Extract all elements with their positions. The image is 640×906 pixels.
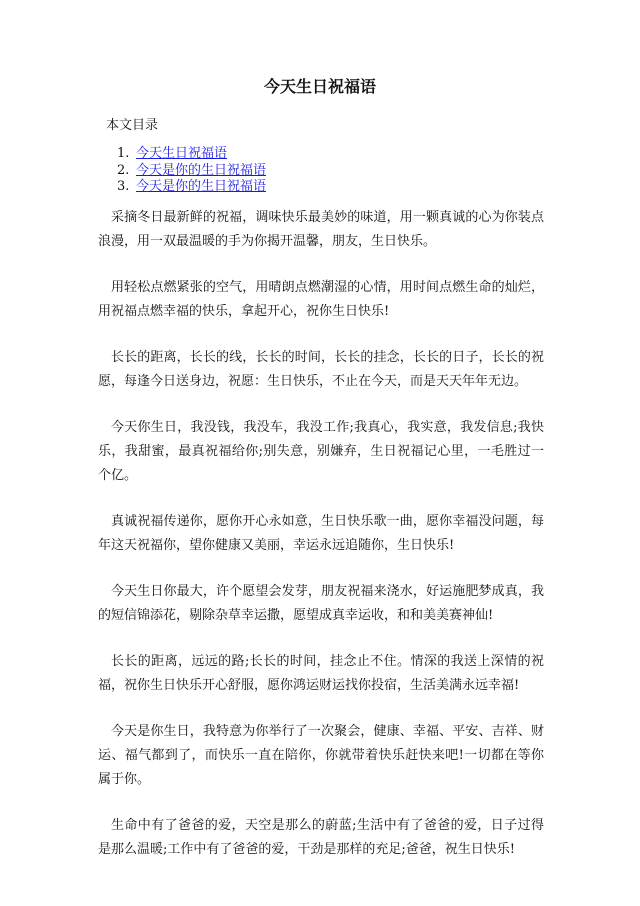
toc-link-2[interactable]: 今天是你的生日祝福语 bbox=[136, 162, 267, 178]
table-of-contents bbox=[117, 146, 266, 196]
paragraph: 今天是你生日，我特意为你举行了一次聚会，健康、幸福、平安、吉祥、财运、福气都到了，而快乐一直在陪你，你就带着快乐赶快来吧!一切都在等你属于你。 bbox=[98, 724, 544, 787]
paragraph: 采摘冬日最新鲜的祝福，调味快乐最美妙的味道，用一颗真诚的心为你装点浪漫，用一双最温暖的手为你揭开温馨，朋友，生日快乐。 bbox=[98, 210, 544, 249]
toc-heading: 本文目录 bbox=[106, 118, 159, 133]
toc-item-2 bbox=[117, 163, 266, 180]
paragraph: 今天生日你最大，许个愿望会发芽，朋友祝福来浇水，好运施肥梦成真，我的短信锦添花，剔除杂草幸运撒，愿望成真幸运收，和和美美赛神仙! bbox=[98, 584, 544, 623]
paragraph: 长长的距离，长长的线，长长的时间，长长的挂念，长长的日子，长长的祝愿，每逢今日送身边，祝愿：生日快乐，不止在今天，而是天天年年无边。 bbox=[98, 350, 544, 389]
paragraph: 用轻松点燃紧张的空气，用晴朗点燃潮湿的心情，用时间点燃生命的灿烂，用祝福点燃幸福的快乐，拿起开心，祝你生日快乐! bbox=[98, 280, 544, 319]
article-body bbox=[98, 206, 544, 884]
paragraph: 真诚祝福传递你，愿你开心永如意，生日快乐歌一曲，愿你幸福没问题，每年这天祝福你，望你健康又美丽，幸运永远追随你，生日快乐! bbox=[98, 514, 544, 553]
toc-item-1 bbox=[117, 146, 266, 163]
toc-number: 2. bbox=[117, 162, 130, 178]
toc-link-3[interactable]: 今天是你的生日祝福语 bbox=[136, 179, 267, 194]
paragraph: 生命中有了爸爸的爱，天空是那么的蔚蓝;生活中有了爸爸的爱，日子过得是那么温暖;工作中有了爸爸的爱，干劲是那样的充足;爸爸，祝生日快乐! bbox=[98, 818, 544, 857]
toc-number: 3. bbox=[117, 179, 130, 194]
toc-item-3 bbox=[117, 179, 266, 196]
toc-link-1[interactable]: 今天生日祝福语 bbox=[136, 146, 228, 161]
paragraph: 长长的距离，远远的路;长长的时间，挂念止不住。情深的我送上深情的祝福，祝你生日快乐开心舒服，愿你鸿运财运找你投宿，生活美满永远幸福! bbox=[98, 654, 544, 693]
paragraph: 今天你生日，我没钱，我没车，我没工作;我真心，我实意，我发信息;我快乐，我甜蜜，最真祝福给你;别失意，别嫌弃，生日祝福记心里，一毛胜过一个亿。 bbox=[98, 420, 544, 483]
toc-number: 1. bbox=[117, 146, 130, 161]
page-title: 今天生日祝福语 bbox=[263, 77, 376, 96]
